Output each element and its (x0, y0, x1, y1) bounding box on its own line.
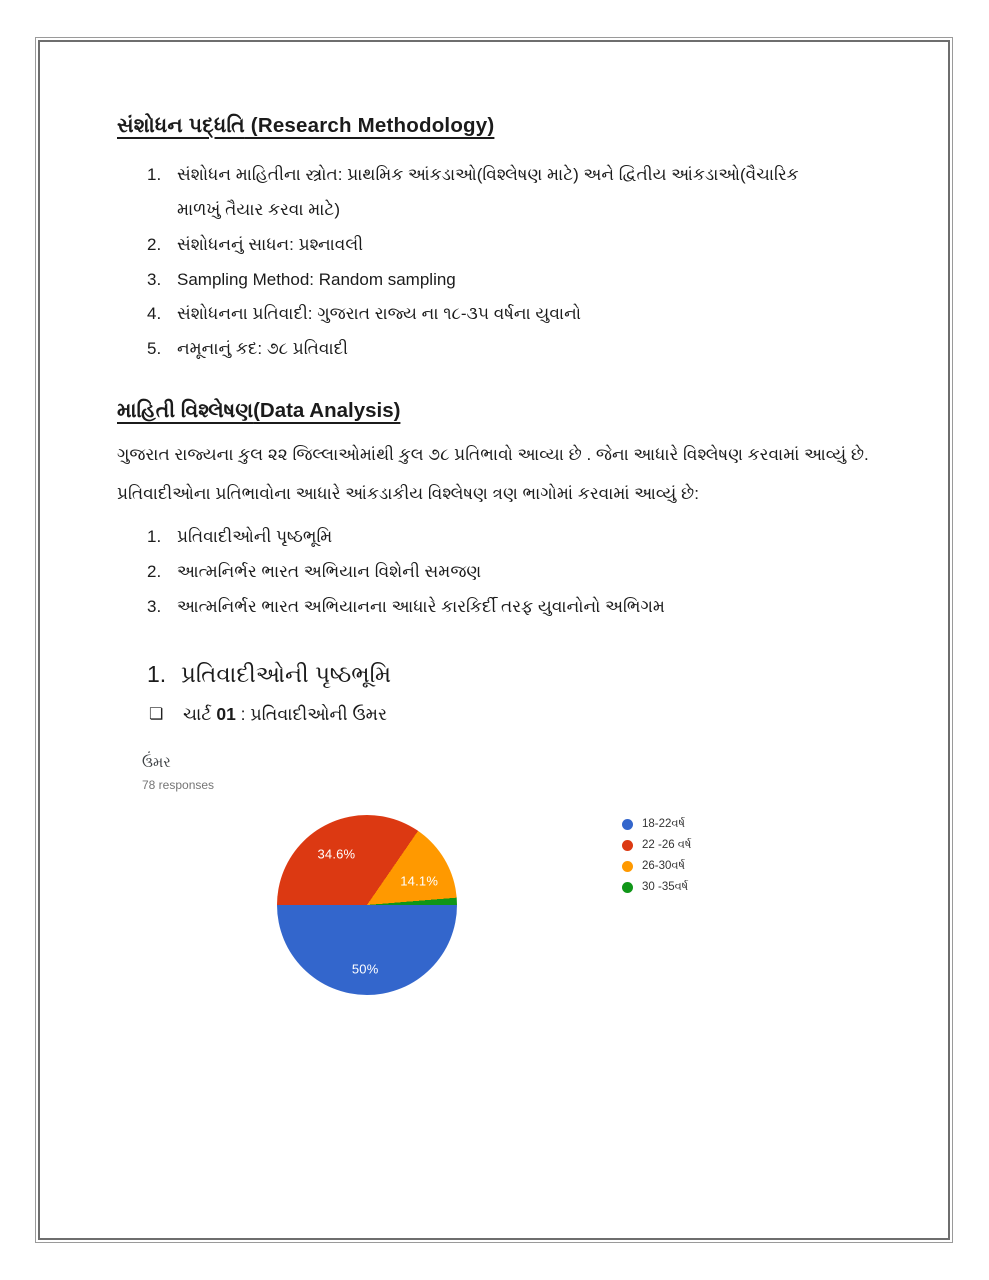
list-item-text: Sampling Method: Random sampling (177, 269, 456, 289)
list-item-text: સંશોધનનું સાધન: પ્રશ્નાવલી (177, 234, 364, 254)
legend-item (622, 860, 691, 873)
list-item-text: આત્મનિર્ભર ભારત અભિયાન વિશેની સમજણ (177, 562, 482, 581)
list-item-number: 1. (147, 527, 162, 547)
list-item-number: 5. (147, 339, 162, 359)
list-item-text: પ્રતિવાદીઓની પૃષ્ઠભૂમિ (177, 527, 333, 547)
legend-dot-green (622, 882, 633, 893)
legend-label: 30 -35વર્ષ (642, 880, 689, 893)
heading-number: 1. (147, 660, 167, 687)
list-item-number: 2. (147, 234, 162, 254)
list-item (117, 590, 878, 625)
chart-caption (117, 704, 878, 725)
list-item (117, 228, 878, 263)
list-item-number: 3. (147, 269, 162, 289)
caption-prefix: ચાર્ટ (183, 703, 217, 724)
chart-response-count: 78 responses (142, 777, 215, 792)
caption-suffix: : પ્રતિવાદીઓની ઉમર (235, 703, 388, 724)
list-item-number: 1. (147, 165, 162, 184)
heading-text: પ્રતિવાદીઓની પૃષ્ઠભૂમિ (181, 660, 392, 687)
analysis-paragraph-2: પ્રતિવાદીઓના પ્રતિભાવોના આધારે આંકડાકીય વિશ્લેષણ ત્રણ ભાગોમાં કરવામાં આવ્યું છે: (117, 483, 699, 503)
legend-item (622, 839, 691, 852)
methodology-heading-gu: સંશોધન પદ્ધતિ (117, 114, 245, 137)
analysis-heading (117, 399, 878, 423)
list-item-number: 3. (147, 596, 162, 616)
legend-item (622, 818, 691, 831)
chart-canvas (142, 815, 878, 1025)
list-item (117, 158, 878, 228)
list-item-text: સંશોધન માહિતીના સ્ત્રોત: પ્રાથમિક આંકડાઓ(વિશ્લેષણ માટે) અને દ્વિતીય આંકડાઓ(વૈચારિક માળખું તૈયાર કરવા માટે) (177, 165, 799, 219)
chart-legend (622, 818, 691, 902)
list-item (117, 263, 878, 298)
legend-dot-orange (622, 861, 633, 872)
analysis-paragraph-1: ગુજરાત રાજ્યના કુલ ૨૨ જિલ્લાઓમાંથી કુલ ૭૮ પ્રતિભાવો આવ્યા છે . જેના આધારે વિશ્લેષણ કરવામાં આવ્યું છે. (117, 445, 869, 465)
pie-chart (277, 815, 457, 995)
methodology-list (117, 158, 878, 367)
list-item-text: નમૂનાનું કદ: ૭૮ પ્રતિવાદી (177, 339, 348, 359)
background-section-heading (117, 661, 878, 688)
list-item (117, 297, 878, 332)
pie-slice-label: 50% (351, 961, 379, 977)
legend-dot-red (622, 840, 633, 851)
legend-dot-blue (622, 819, 633, 830)
pie-slice-label: 34.6% (317, 846, 356, 862)
age-pie-chart (142, 755, 878, 1025)
methodology-heading (117, 114, 878, 138)
square-bullet-icon: ❏ (149, 706, 164, 724)
list-item (117, 520, 878, 555)
analysis-heading-gu: માહિતી વિશ્લેષણ (117, 399, 254, 423)
page-border-frame (38, 40, 950, 1240)
chart-title: ઉંમર (142, 754, 171, 771)
list-item-text: આત્મનિર્ભર ભારત અભિયાનના આધારે કારકિર્દી તરફ યુવાનોનો અભિગમ (177, 596, 665, 616)
caption-number: 01 (216, 703, 236, 724)
list-item-number: 4. (147, 304, 162, 324)
chart-caption-text (183, 704, 387, 725)
legend-label: 26-30વર્ષ (642, 859, 686, 872)
analysis-heading-en: (Data Analysis) (253, 399, 401, 423)
legend-label: 18-22વર્ષ (642, 817, 686, 830)
list-item-text: સંશોધનના પ્રતિવાદી: ગુજરાત રાજ્ય ના ૧૮-૩૫ વર્ષના યુવાનો (177, 304, 582, 324)
legend-label: 22 -26 વર્ષ (642, 838, 692, 851)
list-item-number: 2. (147, 562, 162, 581)
list-item (117, 555, 878, 590)
methodology-heading-en: (Research Methodology) (244, 114, 495, 137)
analysis-list (117, 520, 878, 625)
legend-item (622, 881, 691, 894)
list-item (117, 332, 878, 367)
pie-slice-label: 14.1% (400, 873, 439, 889)
